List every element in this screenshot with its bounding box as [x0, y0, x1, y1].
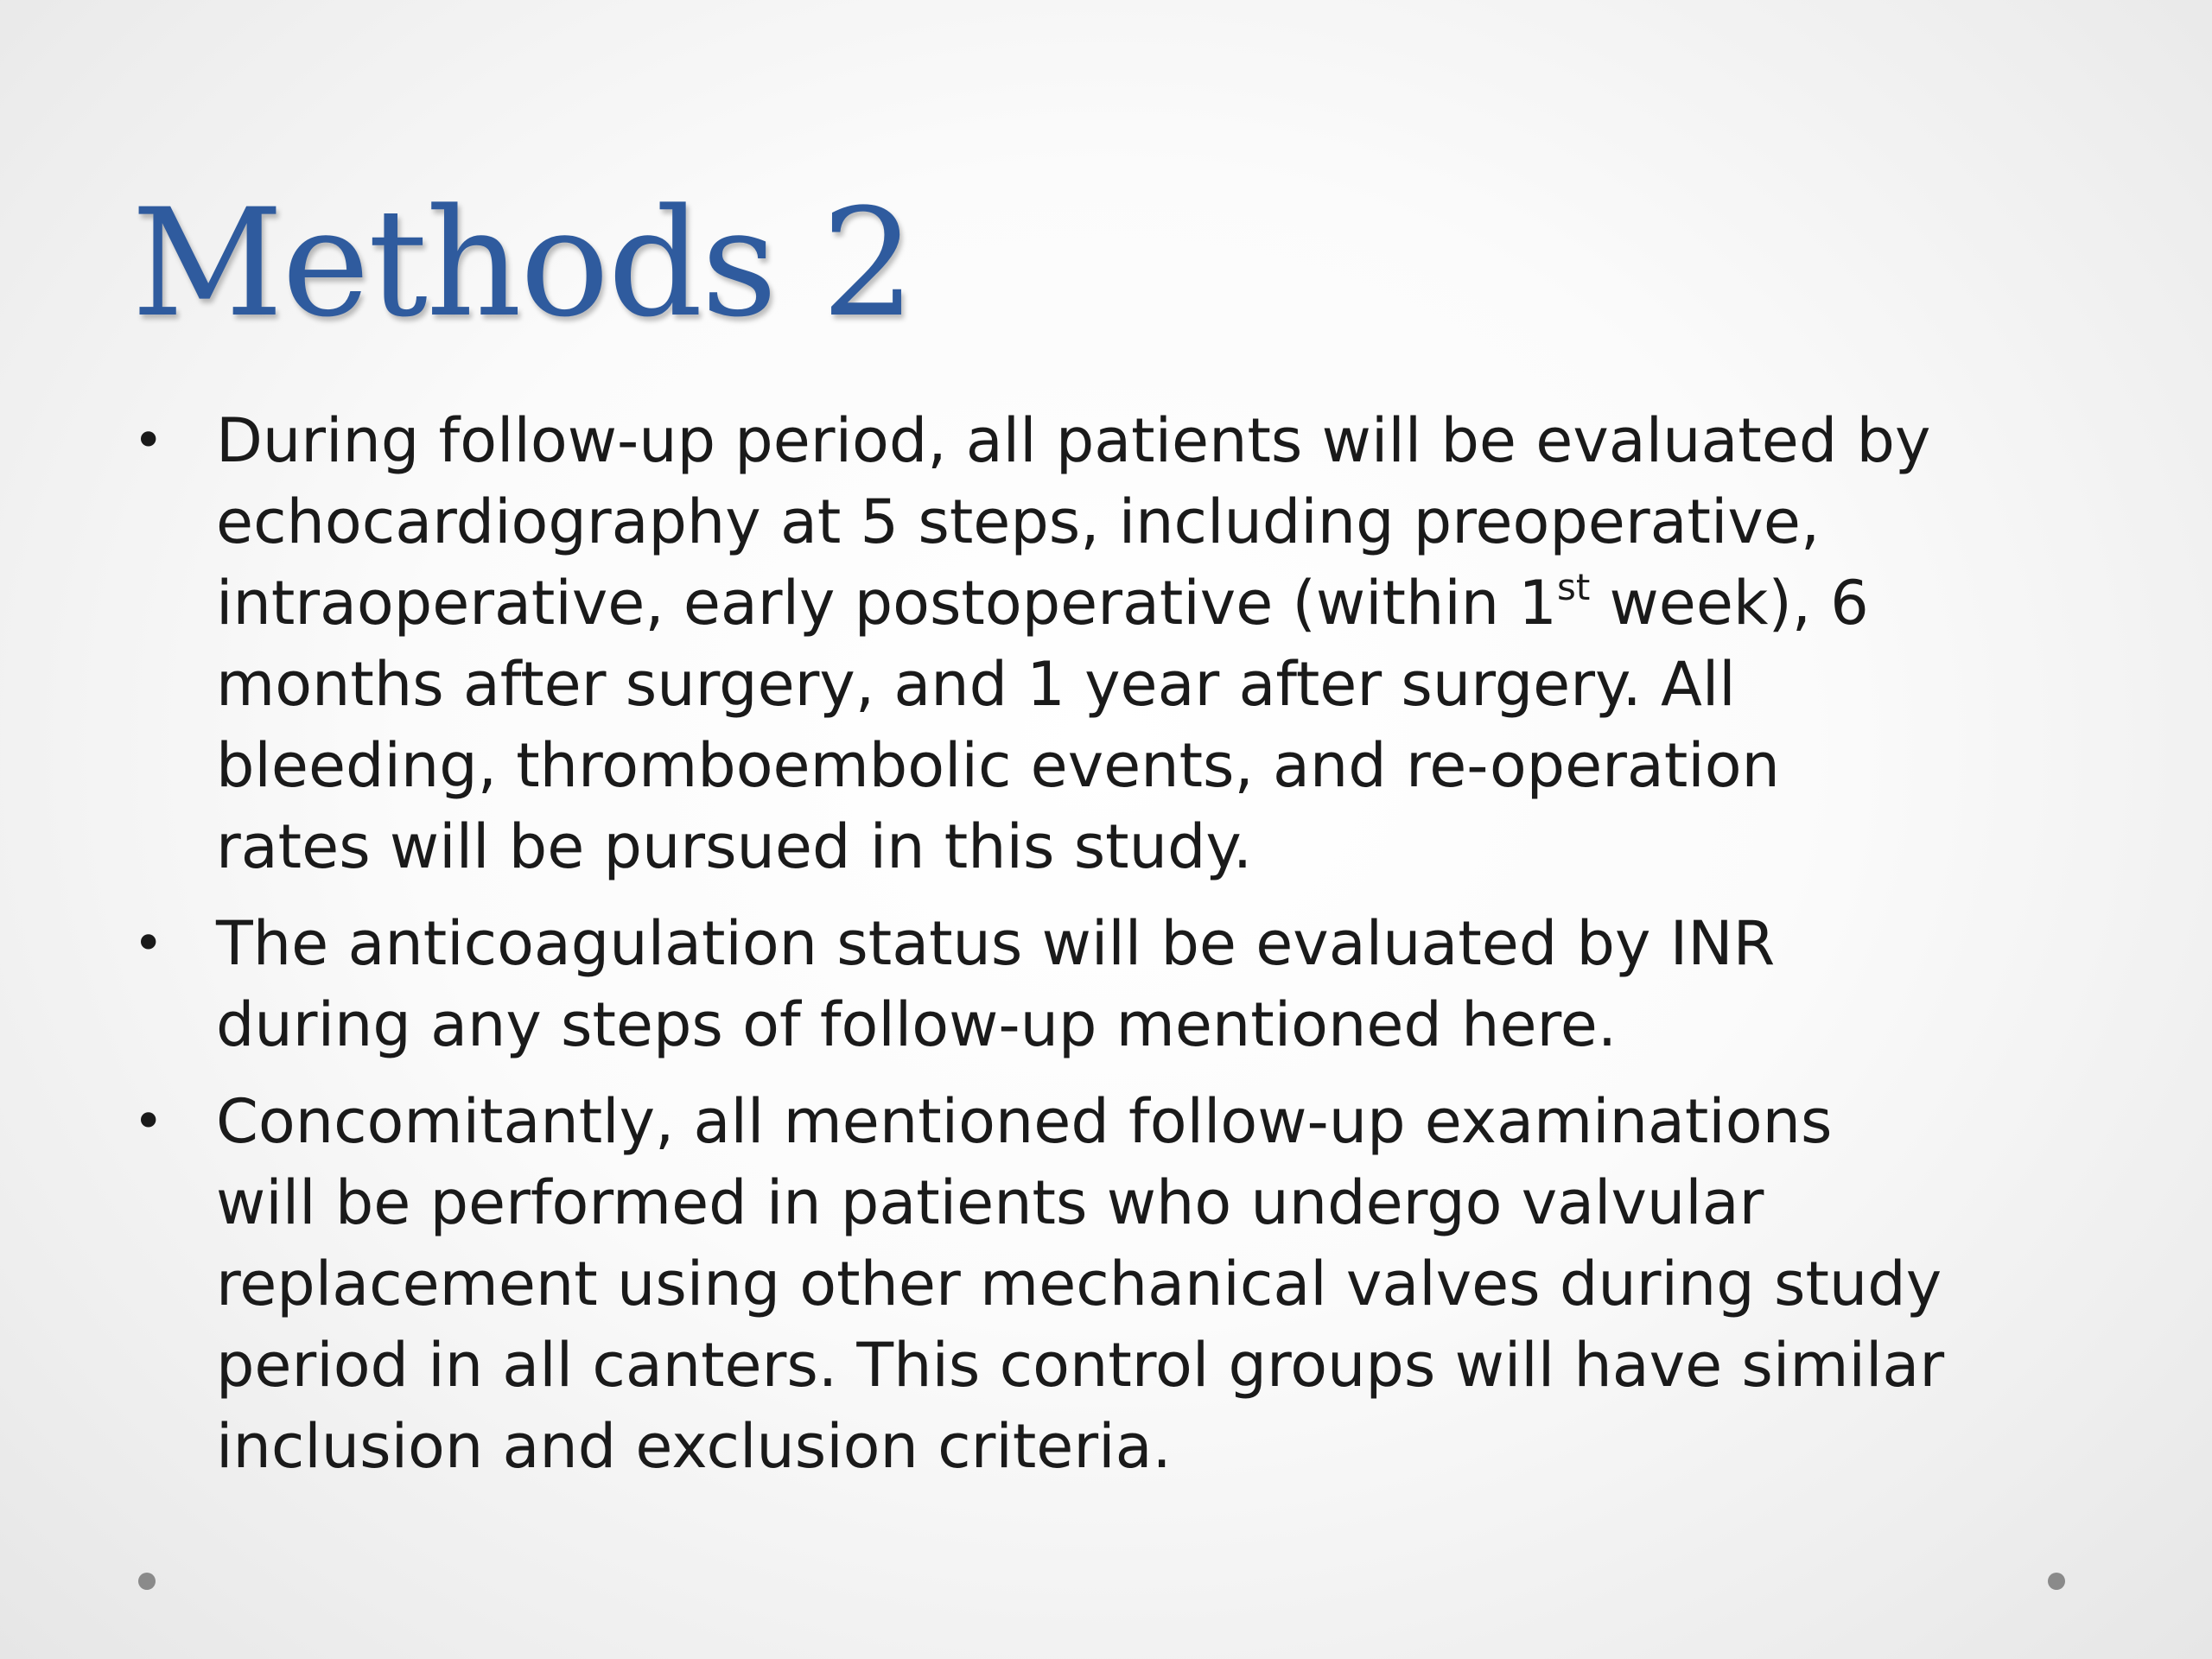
decorative-dot-right — [2048, 1573, 2065, 1590]
bullet-item-2 — [130, 903, 2091, 1065]
bullet-marker: • — [133, 913, 164, 974]
bullet-item-1 — [130, 400, 2091, 887]
bullet-line-tail: week), 6 — [1590, 568, 1869, 639]
bullet-line: months after surgery, and 1 year after surgery. All — [216, 649, 1736, 720]
slide-title: Methods 2 — [131, 176, 914, 350]
bullet-line-with-superscript — [216, 563, 2091, 644]
bullet-list — [130, 400, 2091, 1503]
bullet-line: During follow-up period, all patients will be evaluated by — [216, 405, 1931, 476]
bullet-line: replacement using other mechanical valves during study — [216, 1249, 1942, 1319]
bullet-line: The anticoagulation status will be evaluated by INR — [216, 908, 1776, 979]
bullet-line: echocardiography at 5 steps, including preoperative, — [216, 486, 1821, 557]
bullet-item-3 — [130, 1081, 2091, 1487]
bullet-marker: • — [133, 410, 164, 471]
bullet-marker: • — [133, 1091, 164, 1152]
bullet-line: period in all canters. This control groups will have similar — [216, 1330, 1945, 1401]
ordinal-superscript: st — [1556, 566, 1591, 608]
bullet-line: bleeding, thromboembolic events, and re-operation — [216, 730, 1780, 801]
bullet-line: inclusion and exclusion criteria. — [216, 1411, 1172, 1482]
bullet-line: will be performed in patients who undergo valvular — [216, 1167, 1764, 1238]
bullet-line: during any steps of follow-up mentioned here. — [216, 989, 1618, 1060]
bullet-line: rates will be pursued in this study. — [216, 811, 1253, 882]
bullet-line: Concomitantly, all mentioned follow-up examinations — [216, 1086, 1833, 1157]
bullet-line-text: intraoperative, early postoperative (within 1 — [216, 568, 1557, 639]
decorative-dot-left — [138, 1573, 156, 1590]
